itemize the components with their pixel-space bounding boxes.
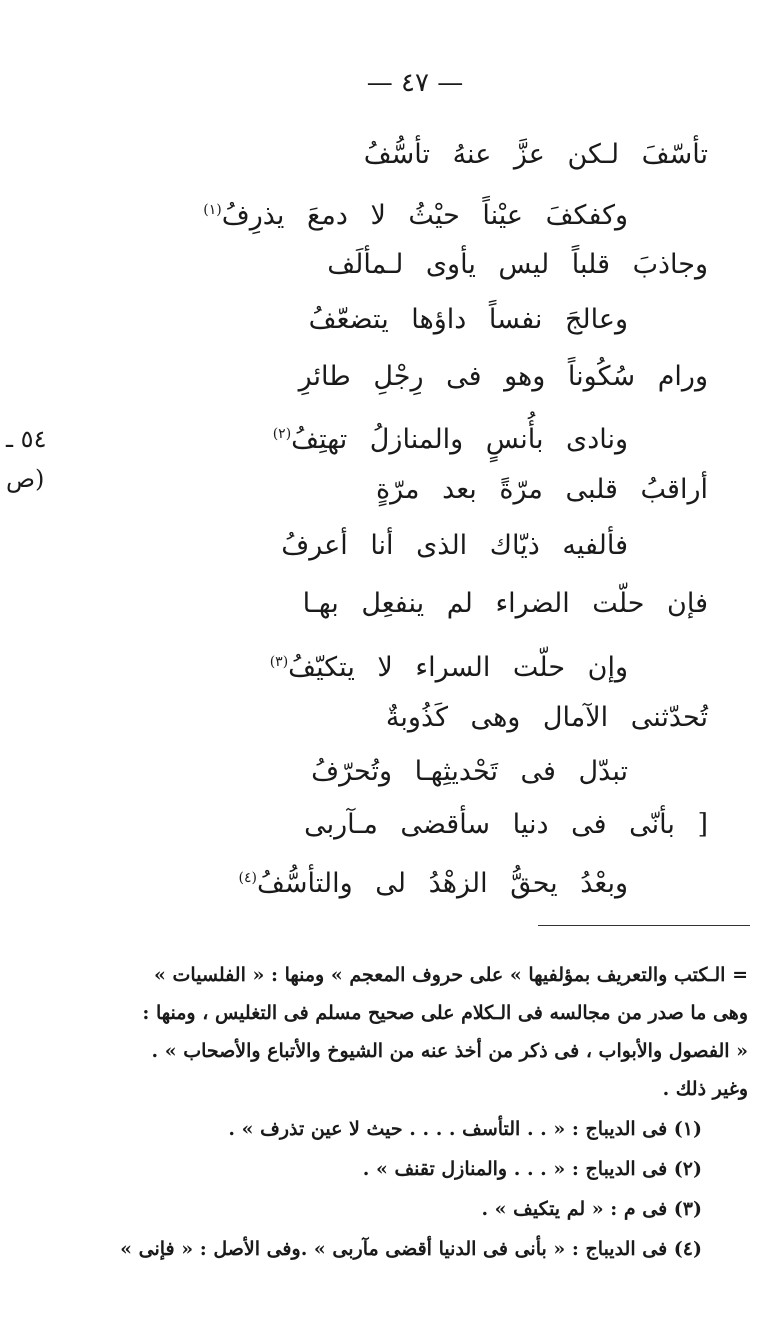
verse-line-11 [88, 698, 708, 738]
verse-line-10 [8, 642, 628, 688]
verse-text: وبعْدُ يحقُّ الزهْدُ لى والتأسُّفُ [256, 868, 628, 899]
verse-text: ورام سُكُوناً وهو فى رِجْلِ طائرِ [298, 361, 708, 392]
verse-line-5 [88, 357, 708, 397]
verse-text: فإن حلّت الضراء لم ينفعِل بهـا [302, 588, 708, 619]
verse-line-13 [88, 805, 708, 845]
footnote-3: (٣) فى م : « لم يتكيف » . [481, 1198, 702, 1220]
footnote-continuation-line-1: = الـكتب والتعريف بمؤلفيها » على حروف المعجم » ومنها : « الفلسيات » [154, 964, 748, 986]
footnote-1: (١) فى الديباج : « . . التأسف . . . . حيث لا عين تذرف » . [228, 1118, 702, 1140]
verse-line-14 [8, 858, 628, 904]
footnote-2: (٢) فى الديباج : « . . . والمنازل تقنف » . [362, 1158, 702, 1180]
footnote-continuation-line-3: « الفصول والأبواب ، فى ذكر من أخذ عنه من الشيوخ والأتباع والأصحاب » . [151, 1040, 748, 1062]
verse-text: تأسّفَ لـكن عزَّ عنهُ تأسُّفُ [363, 139, 708, 170]
verse-text: وإن حلّت السراء لا يتكيّفُ [288, 652, 628, 683]
verse-line-6 [8, 414, 628, 460]
verse-line-12 [8, 752, 628, 792]
verse-text: [ بأنّى فى دنيا سأقضى مـآربى [304, 809, 708, 840]
verse-line-8 [8, 526, 628, 566]
footnote-continuation-line-4: وغير ذلك . [662, 1078, 748, 1100]
footnote-ref: (٤) [238, 870, 257, 886]
margin-note-line-2: (ص [6, 465, 45, 493]
verse-line-3 [88, 245, 708, 285]
page-number: — ٤٧ — [366, 68, 464, 98]
verse-text: تبدّل فى تَحْديثِهـا وتُحرّفُ [311, 756, 628, 787]
verse-line-4 [8, 300, 628, 340]
verse-line-7 [88, 470, 708, 510]
footnote-ref: (١) [203, 202, 222, 218]
verse-text: فألفيه ذيّاك الذى أنا أعرفُ [281, 530, 628, 561]
footnote-4: (٤) فى الديباج : « بأنى فى الدنيا أقضى مآربى » .وفى الأصل : « فإنى » [120, 1238, 702, 1260]
verse-text: أراقبُ قلبى مرّةً بعد مرّةٍ [375, 474, 708, 505]
verse-text: ونادى بأُنسٍ والمنازلُ تهتِفُ [291, 424, 628, 455]
footnote-continuation-line-2: وهى ما صدر من مجالسه فى الـكلام على صحيح مسلم فى التغليس ، ومنها : [142, 1002, 748, 1024]
footnote-divider [538, 925, 750, 926]
verse-line-1 [88, 135, 708, 175]
verse-text: وجاذبَ قلباً ليس يأوى لـمألَف [327, 249, 708, 280]
margin-note-line-1: ٥٤ ـ [6, 425, 47, 453]
verse-text: تُحدّثنى الآمال وهى كَذُوبةٌ [385, 702, 708, 733]
verse-text: وكفكفَ عيْناً حيْثُ لا دمعَ يذرِفُ [221, 200, 628, 231]
footnote-ref: (٢) [272, 426, 292, 442]
footnote-ref: (٣) [269, 654, 289, 670]
verse-line-2 [8, 190, 628, 236]
verse-text: وعالجَ نفساً داؤها يتضعّفُ [308, 304, 628, 335]
verse-line-9 [88, 584, 708, 624]
